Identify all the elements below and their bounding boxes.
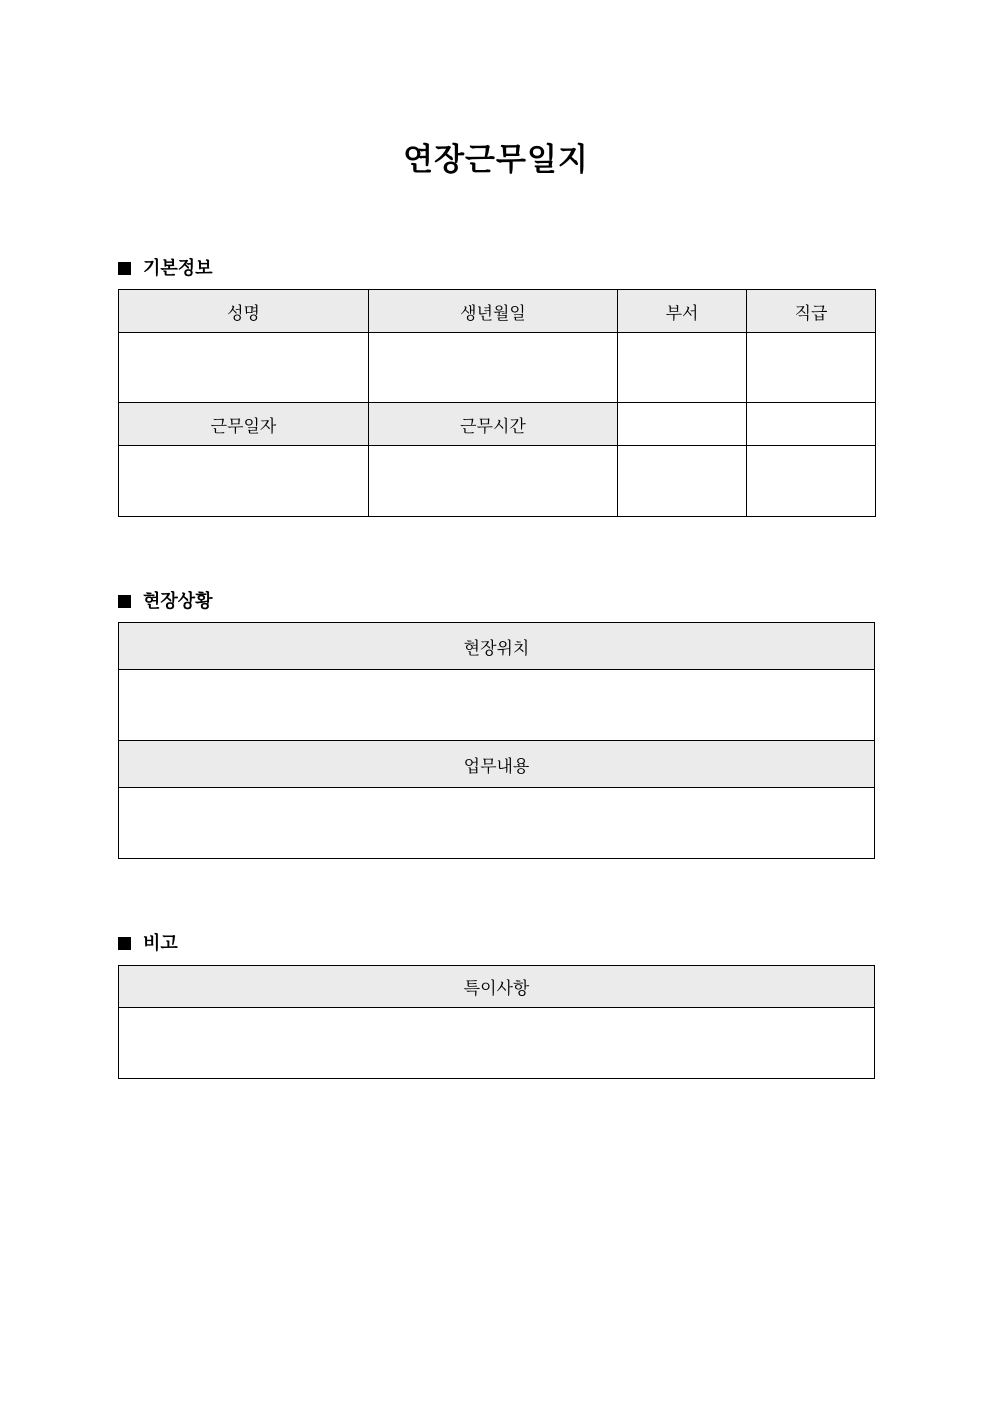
name-field[interactable] (119, 333, 369, 403)
section-heading-site (118, 587, 213, 613)
table-row (119, 446, 876, 517)
section-heading-label: 현장상황 (143, 591, 213, 612)
blank-cell[interactable] (747, 446, 876, 517)
birthdate-field[interactable] (369, 333, 618, 403)
name-header: 성명 (119, 290, 369, 333)
section-heading-remarks (118, 929, 178, 955)
worktime-header: 근무시간 (369, 403, 618, 446)
section-heading-label: 기본정보 (143, 258, 213, 279)
table-row (119, 403, 876, 446)
square-bullet-icon (118, 937, 131, 950)
workdate-header: 근무일자 (119, 403, 369, 446)
square-bullet-icon (118, 262, 131, 275)
site-location-field[interactable] (119, 670, 875, 741)
department-header: 부서 (618, 290, 747, 333)
section-heading-basic (118, 254, 213, 280)
remarks-table (118, 965, 875, 1079)
work-content-field[interactable] (119, 788, 875, 859)
page-title: 연장근무일지 (403, 142, 589, 178)
rank-header: 직급 (747, 290, 876, 333)
table-row (119, 1008, 875, 1079)
site-status-table (118, 622, 875, 859)
special-notes-field[interactable] (119, 1008, 875, 1079)
workdate-field[interactable] (119, 446, 369, 517)
basic-info-table (118, 289, 876, 517)
special-notes-header: 특이사항 (119, 966, 875, 1008)
table-row (119, 623, 875, 670)
section-heading-label: 비고 (143, 933, 178, 954)
table-row (119, 741, 875, 788)
site-location-header: 현장위치 (119, 623, 875, 670)
rank-field[interactable] (747, 333, 876, 403)
birthdate-header: 생년월일 (369, 290, 618, 333)
blank-cell[interactable] (618, 403, 747, 446)
blank-cell[interactable] (618, 446, 747, 517)
table-row (119, 333, 876, 403)
blank-cell[interactable] (747, 403, 876, 446)
table-row (119, 966, 875, 1008)
work-content-header: 업무내용 (119, 741, 875, 788)
department-field[interactable] (618, 333, 747, 403)
table-row (119, 290, 876, 333)
worktime-field[interactable] (369, 446, 618, 517)
table-row (119, 670, 875, 741)
table-row (119, 788, 875, 859)
square-bullet-icon (118, 595, 131, 608)
